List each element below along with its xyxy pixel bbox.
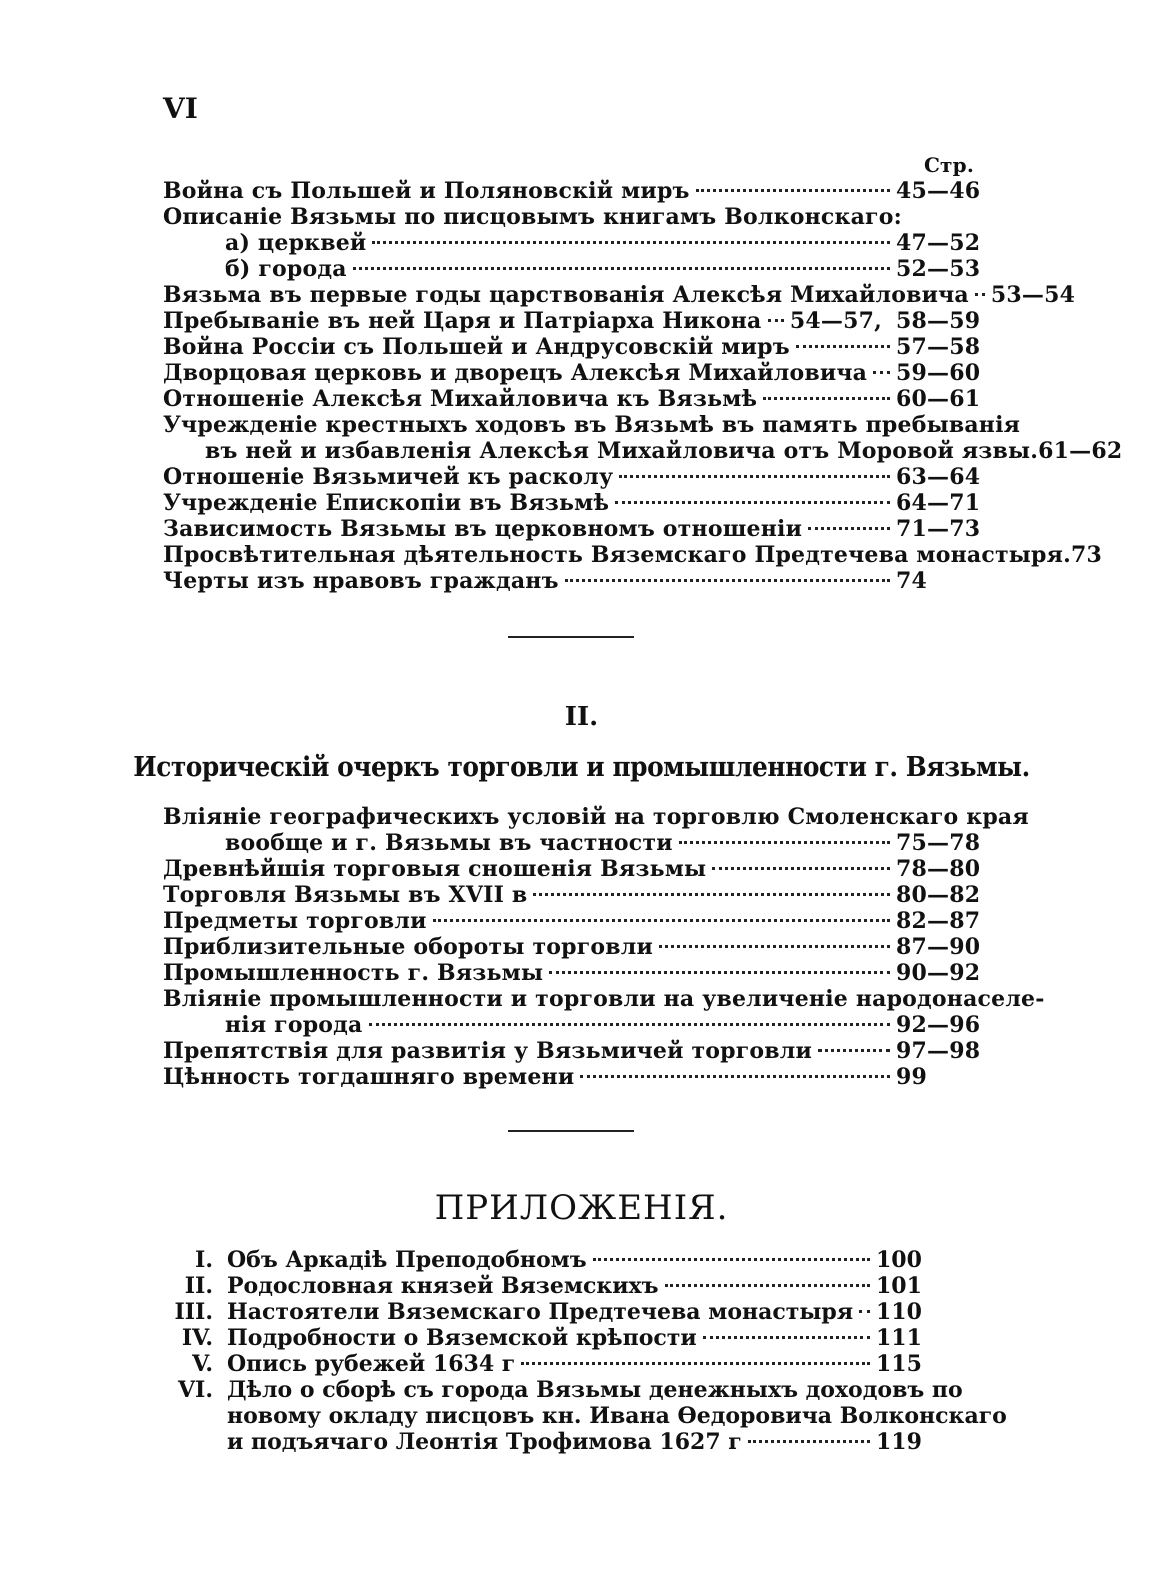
toc-entry-continuation: въ ней и избавленія Алексѣя Михайловича отъ Моровой язвы. 61—62 [205,438,1123,464]
toc-entry: Торговля Вязьмы въ XVII в 80—82 [163,882,981,908]
toc-entry: б) города 52—53 [225,256,981,282]
leader-dots [353,267,890,270]
appendix-item: IV. Подробности о Вяземской крѣпости 111 [181,1325,922,1351]
leader-dots [665,1284,870,1287]
leader-dots [433,919,890,922]
leader-dots [975,293,985,296]
leader-dots [580,1075,890,1078]
pages-column-header: Стр. [923,153,974,177]
leader-dots [565,579,890,582]
toc-entry: Дворцовая церковь и дворецъ Алексѣя Михайловича 59—60 [163,360,981,386]
appendix-item: III. Настоятели Вяземскаго Предтечева монастыря 110 [174,1299,922,1325]
leader-dots [369,1023,890,1026]
toc-entry: Зависимость Вязьмы въ церковномъ отношеніи 71—73 [163,516,981,542]
section-title: Историческій очеркъ торговли и промышленности г. Вязьмы. [133,752,1030,783]
toc-entry: Пребываніе въ ней Царя и Патріарха Никона 54—57, 58—59 [163,308,981,334]
appendix-item-continuation: и подъячаго Леонтія Трофимова 1627 г 119 [227,1429,922,1455]
leader-dots [763,397,890,400]
toc-entry: Просвѣтительная дѣятельность Вяземскаго Предтечева монастыря. 73 [163,542,1102,568]
appendix-title: ПРИЛОЖЕНІЯ. [434,1188,729,1228]
section-divider [508,1130,634,1132]
leader-dots [615,501,890,504]
toc-entry-continuation: нія города 92—96 [225,1012,981,1038]
leader-dots [659,945,890,948]
appendix-list [163,1247,1007,1455]
toc-entry: Древнѣйшія торговыя сношенія Вязьмы 78—80 [163,856,981,882]
toc-entry: Препятствія для развитія у Вязьмичей торговли 97—98 [163,1038,981,1064]
leader-dots [533,893,890,896]
leader-dots [549,971,890,974]
leader-dots [703,1336,870,1339]
toc-entry-continuation: вообще и г. Вязьмы въ частности 75—78 [225,830,981,856]
leader-dots [748,1440,870,1443]
leader-dots [521,1362,870,1365]
leader-dots [593,1258,870,1261]
leader-dots [696,189,890,192]
toc-entry: а) церквей 47—52 [225,230,981,256]
toc-entry: Описаніе Вязьмы по писцовымъ книгамъ Волконскаго: [163,204,902,230]
toc-entry: Предметы торговли 82—87 [163,908,981,934]
leader-dots [859,1310,870,1313]
toc-entry: Вязьма въ первые годы царствованія Алексѣя Михайловича 53—54 [163,282,1076,308]
appendix-item: VI. Дѣло о сборѣ съ города Вязьмы денежныхъ доходовъ по [177,1377,963,1403]
leader-dots [808,527,890,530]
appendix-item-continuation: новому окладу писцовъ кн. Ивана Ѳедоровича Волконскаго [227,1403,1007,1429]
section-divider [508,636,634,638]
toc-entry: Отношеніе Алексѣя Михайловича къ Вязьмѣ 60—61 [163,386,981,412]
toc-entry: Учрежденіе крестныхъ ходовъ въ Вязьмѣ въ память пребыванія [163,412,1021,438]
toc-entry: Учрежденіе Епископіи въ Вязьмѣ 64—71 [163,490,981,516]
toc-entry: Цѣнность тогдашняго времени 99 [163,1064,928,1090]
leader-dots [372,241,890,244]
leader-dots [768,319,784,322]
toc-entry: Вліяніе промышленности и торговли на увеличеніе народонаселе- [163,986,1045,1012]
toc-entry: Промышленность г. Вязьмы 90—92 [163,960,981,986]
leader-dots [796,345,890,348]
section-number: II. [564,702,599,732]
toc-entry: Вліяніе географическихъ условій на торговлю Смоленскаго края [163,804,1029,830]
leader-dots [873,371,890,374]
toc-entry: Приблизительные обороты торговли 87—90 [163,934,981,960]
toc-section-2 [163,804,1045,1090]
leader-dots [619,475,890,478]
leader-dots [818,1049,890,1052]
toc-entry: Черты изъ нравовъ гражданъ 74 [163,568,928,594]
leader-dots [712,867,890,870]
appendix-item: II. Родословная князей Вяземскихъ 101 [184,1273,922,1299]
appendix-item: V. Опись рубежей 1634 г 115 [192,1351,922,1377]
toc-section-1 [163,152,1123,594]
page-number: VI [163,92,198,125]
toc-entry: Отношеніе Вязьмичей къ расколу 63—64 [163,464,981,490]
toc-entry: Война съ Польшей и Поляновскій миръ 45—46 [163,178,981,204]
leader-dots [679,841,890,844]
appendix-item: I. Объ Аркадіѣ Преподобномъ 100 [195,1247,922,1273]
toc-entry: Война Россіи съ Польшей и Андрусовскій миръ 57—58 [163,334,981,360]
